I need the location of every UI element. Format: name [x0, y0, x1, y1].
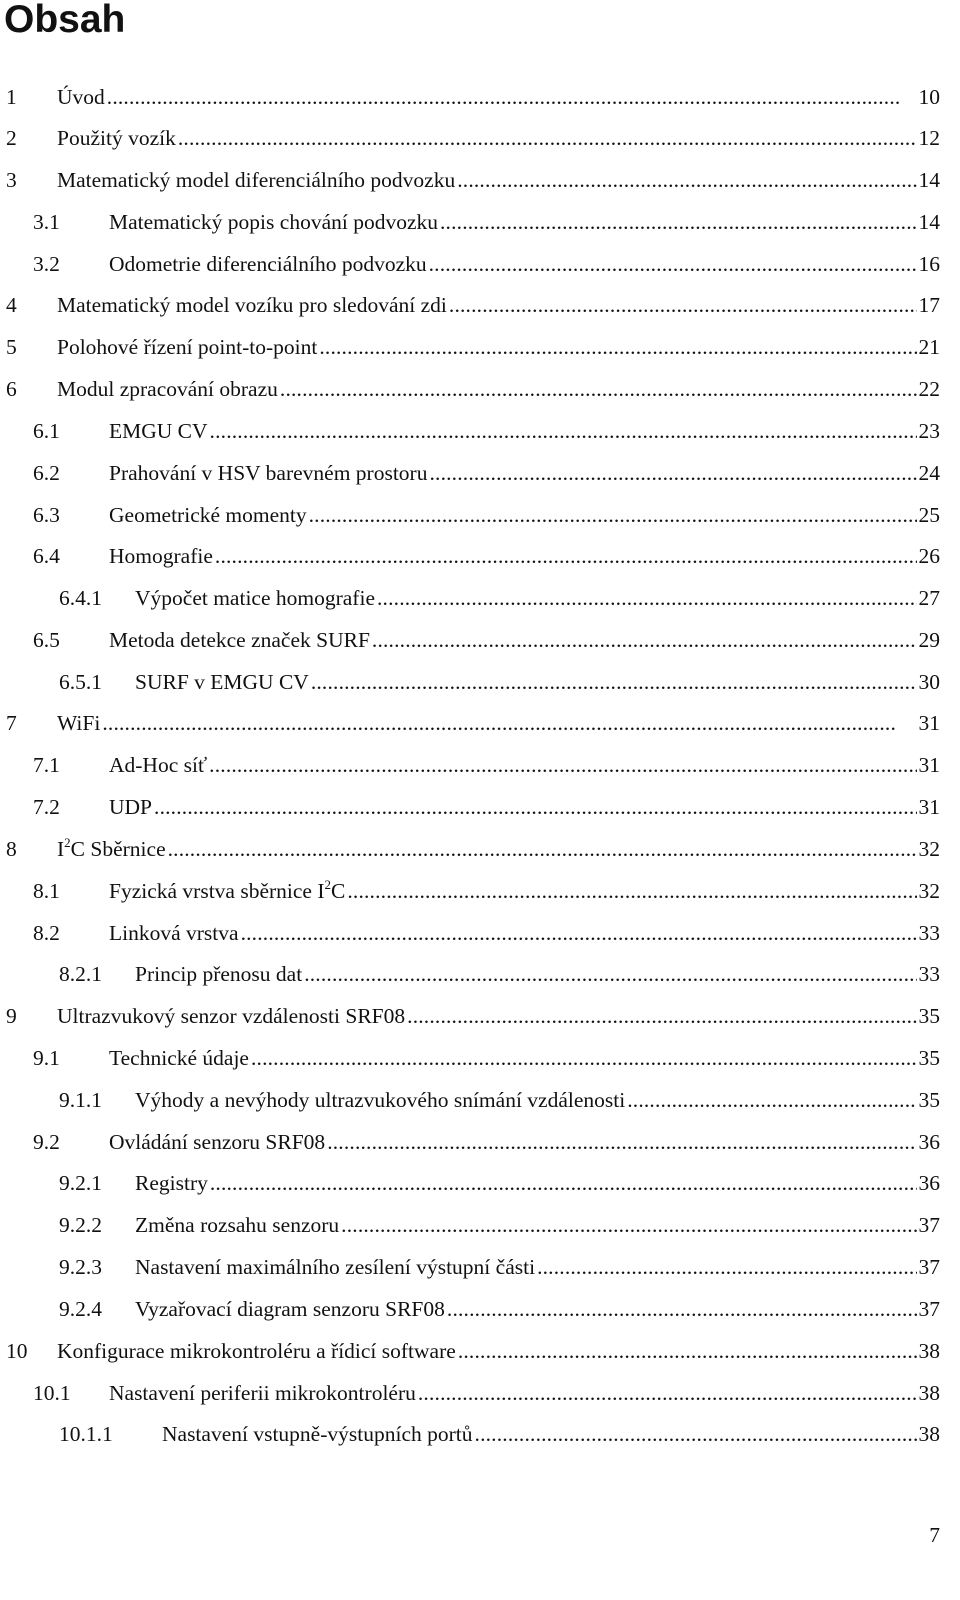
- toc-entry[interactable]: [6, 84, 940, 110]
- toc-entry[interactable]: [59, 1296, 940, 1322]
- toc-entry[interactable]: [6, 125, 940, 151]
- toc-entry-page: 22: [918, 377, 940, 401]
- toc-entry-number: 10.1: [33, 1381, 71, 1405]
- toc-entry-number: 6.2: [33, 461, 60, 485]
- toc-entry-title: Výhody a nevýhody ultrazvukového snímání vzdálenosti: [135, 1088, 626, 1112]
- dot-leader: [627, 1087, 916, 1113]
- toc-entry-page: 32: [918, 837, 940, 861]
- toc-entry[interactable]: [33, 251, 940, 277]
- toc-entry-number: 6.1: [33, 419, 60, 443]
- dot-leader: [154, 794, 916, 820]
- toc-entry-title: Technické údaje: [109, 1046, 249, 1070]
- toc-entry-number: 8.2: [33, 921, 60, 945]
- toc-entry-page: 30: [918, 670, 940, 694]
- dot-leader: [458, 1338, 917, 1364]
- dot-leader: [210, 418, 917, 444]
- toc-entry-title: Registry: [135, 1171, 208, 1195]
- toc-entry[interactable]: [33, 460, 940, 486]
- dot-leader: [429, 460, 916, 486]
- toc-entry[interactable]: [59, 1087, 940, 1113]
- toc-entry-number: 9.2: [33, 1130, 60, 1154]
- toc-entry-page: 37: [918, 1297, 940, 1321]
- toc-entry[interactable]: [6, 376, 940, 402]
- toc-entry[interactable]: [33, 418, 940, 444]
- toc-entry-page: 27: [918, 586, 940, 610]
- dot-leader: [377, 585, 917, 611]
- toc-entry-number: 10.1.1: [59, 1422, 113, 1446]
- toc-entry-page: 36: [918, 1171, 940, 1195]
- toc-entry[interactable]: [59, 1421, 940, 1447]
- toc-entry-number: 6.5.1: [59, 670, 102, 694]
- toc-entry-page: 31: [918, 753, 940, 777]
- toc-entry-title: Konfigurace mikrokontroléru a řídicí software: [57, 1339, 456, 1363]
- dot-leader: [475, 1421, 917, 1447]
- toc-entry[interactable]: [6, 1338, 940, 1364]
- dot-leader: [215, 543, 917, 569]
- dot-leader: [168, 836, 917, 862]
- toc-entry[interactable]: [33, 1045, 940, 1071]
- toc-entry-number: 8.2.1: [59, 962, 102, 986]
- toc-entry[interactable]: [33, 794, 940, 820]
- dot-leader: [449, 292, 917, 318]
- toc-entry-title: WiFi: [57, 711, 101, 735]
- toc-entry-title: SURF v EMGU CV: [135, 670, 309, 694]
- dot-leader: [327, 1129, 916, 1155]
- toc-entry-page: 35: [918, 1046, 940, 1070]
- toc-entry-title: Ultrazvukový senzor vzdálenosti SRF08: [57, 1004, 406, 1028]
- toc-entry-page: 14: [918, 210, 940, 234]
- toc-entry-title: Linková vrstva: [109, 921, 239, 945]
- page-title: Obsah: [4, 0, 126, 41]
- toc-entry-number: 9.2.4: [59, 1297, 102, 1321]
- toc-entry-page: 36: [918, 1130, 940, 1154]
- toc-entry[interactable]: [59, 585, 940, 611]
- toc-entry-page: 31: [918, 711, 940, 735]
- toc-entry[interactable]: [33, 1129, 940, 1155]
- toc-entry-page: 26: [918, 544, 940, 568]
- toc-entry-title: [109, 878, 345, 904]
- toc-entry-page: 16: [918, 252, 940, 276]
- dot-leader: [309, 502, 917, 528]
- toc-entry[interactable]: [6, 292, 940, 318]
- dot-leader: [341, 1212, 916, 1238]
- toc-entry-number: 7.1: [33, 753, 60, 777]
- toc-entry[interactable]: [33, 209, 940, 235]
- toc-entry[interactable]: [6, 836, 940, 862]
- toc-entry-title: Použitý vozík: [57, 126, 176, 150]
- dot-leader: [418, 1380, 917, 1406]
- dot-leader: [304, 961, 916, 987]
- toc-entry[interactable]: [33, 878, 940, 904]
- toc-entry-number: 6.5: [33, 628, 60, 652]
- title-part: Fyzická vrstva sběrnice I: [109, 879, 325, 903]
- toc-entry-title: Princip přenosu dat: [135, 962, 303, 986]
- toc-entry[interactable]: [6, 334, 940, 360]
- title-part: I: [57, 837, 65, 861]
- toc-entry-title: Homografie: [109, 544, 213, 568]
- title-part: C Sběrnice: [70, 837, 166, 861]
- toc-entry-title: Úvod: [57, 85, 105, 109]
- toc-entry-title: EMGU CV: [109, 419, 208, 443]
- toc-entry-number: 8.1: [33, 879, 60, 903]
- toc-entry-number: 2: [6, 126, 17, 150]
- toc-entry-page: 24: [918, 461, 940, 485]
- toc-entry-page: 23: [918, 419, 940, 443]
- toc-entry-number: 7.2: [33, 795, 60, 819]
- toc-entry-page: 31: [918, 795, 940, 819]
- toc-entry-number: 9.1: [33, 1046, 60, 1070]
- toc-entry-title: Ovládání senzoru SRF08: [109, 1130, 326, 1154]
- dot-leader: [280, 376, 917, 402]
- toc-entry-title: Odometrie diferenciálního podvozku: [109, 252, 427, 276]
- dot-leader: [178, 125, 917, 151]
- toc-entry-title: Matematický popis chování podvozku: [109, 210, 438, 234]
- toc-entry-page: 35: [918, 1088, 940, 1112]
- toc-entry-number: 10: [6, 1339, 28, 1363]
- toc-entry-number: 1: [6, 85, 17, 109]
- toc-entry-number: 6.3: [33, 503, 60, 527]
- toc-entry-title: Vyzařovací diagram senzoru SRF08: [135, 1297, 445, 1321]
- dot-leader: [429, 251, 917, 277]
- toc-entry[interactable]: [59, 669, 940, 695]
- dot-leader: [209, 752, 916, 778]
- page-number: 7: [929, 1523, 940, 1547]
- dot-leader: [241, 920, 917, 946]
- toc-entry-title: Výpočet matice homografie: [135, 586, 375, 610]
- toc-entry-page: 38: [918, 1422, 940, 1446]
- dot-leader: [107, 84, 917, 110]
- toc-entry[interactable]: [33, 502, 940, 528]
- toc-entry-number: 4: [6, 293, 17, 317]
- toc-entry-number: 3: [6, 168, 17, 192]
- toc-entry-title: Metoda detekce značek SURF: [109, 628, 370, 652]
- toc-entry-page: 33: [918, 921, 940, 945]
- toc-entry[interactable]: [59, 961, 940, 987]
- toc-entry[interactable]: [33, 752, 940, 778]
- toc-entry-title: Geometrické momenty: [109, 503, 307, 527]
- superscript: 2: [64, 834, 71, 850]
- toc-entry-number: 3.2: [33, 252, 60, 276]
- toc-entry-title: Nastavení vstupně-výstupních portů: [162, 1422, 473, 1446]
- toc-entry-title: Nastavení maximálního zesílení výstupní části: [135, 1255, 536, 1279]
- toc-entry-page: 12: [918, 126, 940, 150]
- toc-entry-number: 6: [6, 377, 17, 401]
- dot-leader: [102, 710, 916, 736]
- dot-leader: [311, 669, 917, 695]
- toc-entry-page: 10: [918, 85, 940, 109]
- toc-entry-title: UDP: [109, 795, 153, 819]
- toc-entry[interactable]: [59, 1254, 940, 1280]
- toc-entry[interactable]: [33, 627, 940, 653]
- toc-entry-title: Ad-Hoc síť: [109, 753, 208, 777]
- dot-leader: [319, 334, 916, 360]
- toc-entry-page: 21: [918, 335, 940, 359]
- toc-entry[interactable]: [6, 710, 940, 736]
- toc-entry-page: 38: [918, 1339, 940, 1363]
- title-part: C: [331, 879, 346, 903]
- toc-entry-page: 14: [918, 168, 940, 192]
- toc-entry-page: 32: [918, 879, 940, 903]
- toc-entry-number: 8: [6, 837, 17, 861]
- toc-entry-number: 9.2.2: [59, 1213, 102, 1237]
- toc-entry-title: Matematický model vozíku pro sledování zdi: [57, 293, 447, 317]
- toc-entry[interactable]: [33, 543, 940, 569]
- toc-entry[interactable]: [33, 1380, 940, 1406]
- toc-entry[interactable]: [6, 1003, 940, 1029]
- toc-entry-page: 37: [918, 1255, 940, 1279]
- toc-entry[interactable]: [33, 920, 940, 946]
- toc-entry-page: 17: [918, 293, 940, 317]
- toc-entry-title: Změna rozsahu senzoru: [135, 1213, 340, 1237]
- toc-entry-number: 7: [6, 711, 17, 735]
- toc-entry-page: 29: [918, 628, 940, 652]
- toc-entry-number: 5: [6, 335, 17, 359]
- toc-entry-page: 25: [918, 503, 940, 527]
- dot-leader: [347, 878, 916, 904]
- toc-entry-number: 3.1: [33, 210, 60, 234]
- toc-entry-page: 33: [918, 962, 940, 986]
- dot-leader: [537, 1254, 916, 1280]
- dot-leader: [251, 1045, 917, 1071]
- toc-entry-number: 9.2.3: [59, 1255, 102, 1279]
- toc-entry-title: Prahování v HSV barevném prostoru: [109, 461, 428, 485]
- toc-entry-number: 9.2.1: [59, 1171, 102, 1195]
- superscript: 2: [324, 876, 332, 892]
- dot-leader: [407, 1003, 916, 1029]
- dot-leader: [457, 167, 916, 193]
- dot-leader: [210, 1170, 917, 1196]
- toc-entry-page: 35: [918, 1004, 940, 1028]
- toc-entry-number: 9.1.1: [59, 1088, 102, 1112]
- toc-entry-page: 38: [918, 1381, 940, 1405]
- toc-entry-title: Nastavení periferii mikrokontroléru: [109, 1381, 416, 1405]
- toc-entry-title: Polohové řízení point-to-point: [57, 335, 318, 359]
- toc-entry[interactable]: [59, 1170, 940, 1196]
- toc-entry-number: 6.4.1: [59, 586, 102, 610]
- toc-entry-title: Modul zpracování obrazu: [57, 377, 278, 401]
- dot-leader: [440, 209, 917, 235]
- toc-entry[interactable]: [59, 1212, 940, 1238]
- toc-entry-number: 6.4: [33, 544, 60, 568]
- toc-entry-title: [57, 836, 166, 862]
- toc-entry-page: 37: [918, 1213, 940, 1237]
- dot-leader: [447, 1296, 917, 1322]
- toc-entry-title: Matematický model diferenciálního podvozku: [57, 168, 456, 192]
- toc-entry[interactable]: [6, 167, 940, 193]
- dot-leader: [372, 627, 917, 653]
- toc-entry-number: 9: [6, 1004, 17, 1028]
